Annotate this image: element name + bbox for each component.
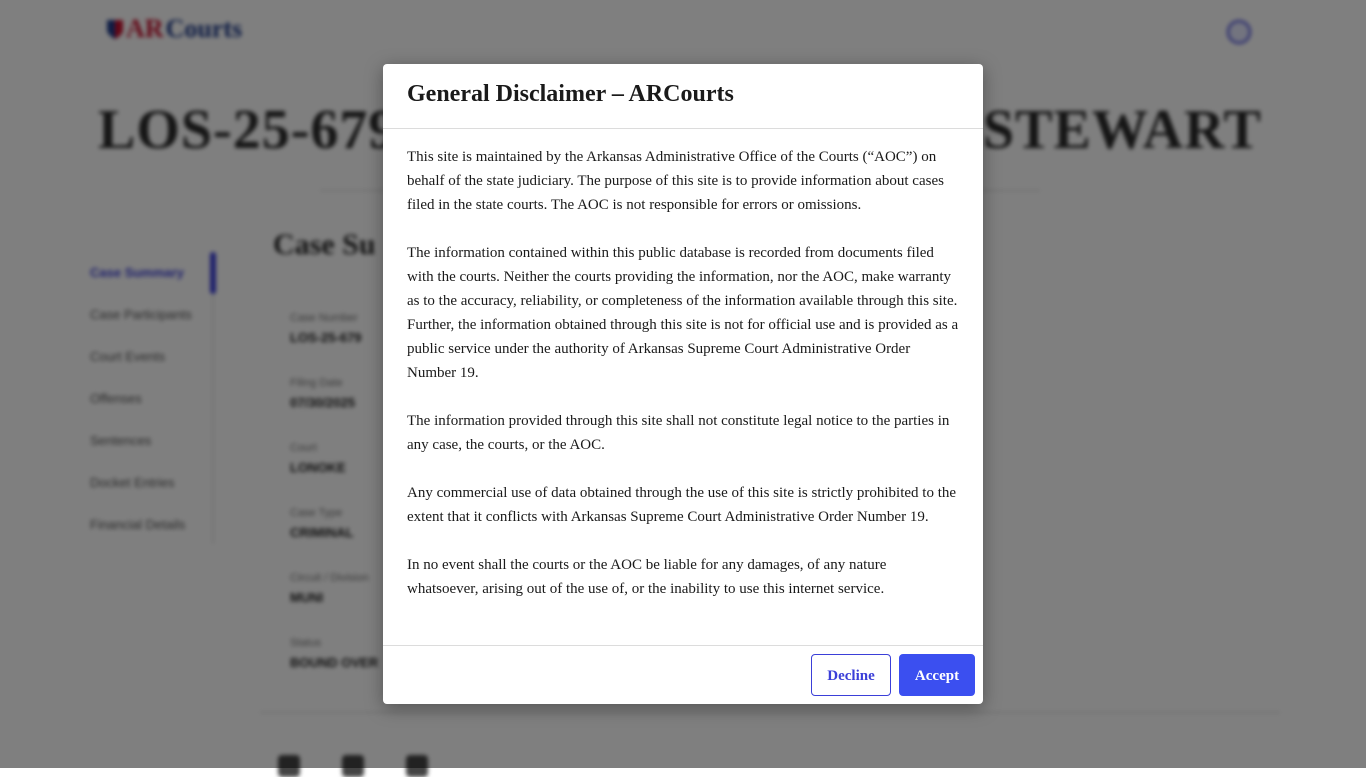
modal-footer xyxy=(383,645,983,704)
disclaimer-paragraph: Any commercial use of data obtained through the use of this site is strictly prohibited to the extent that it conflicts with Arkansas Supreme Court Administrative Order Number 19. xyxy=(407,485,957,525)
decline-button[interactable]: Decline xyxy=(811,654,891,696)
disclaimer-paragraph: This site is maintained by the Arkansas Administrative Office of the Courts (“AOC”) on behalf of the state judiciary. The purpose of this site is to provide information about cases filed in the state courts. The AOC is not responsible for errors or omissions. xyxy=(407,149,944,213)
disclaimer-modal xyxy=(383,64,983,704)
modal-body[interactable] xyxy=(383,129,983,645)
accept-button[interactable]: Accept xyxy=(899,654,975,696)
modal-header xyxy=(383,64,983,129)
modal-title: General Disclaimer – ARCourts xyxy=(407,81,734,107)
disclaimer-paragraph: In no event shall the courts or the AOC be liable for any damages, of any nature whatsoever, arising out of the use of, or the inability to use this internet service. xyxy=(407,557,887,597)
disclaimer-paragraph: The information provided through this site shall not constitute legal notice to the parties in any case, the courts, or the AOC. xyxy=(407,413,950,453)
disclaimer-paragraph: The information contained within this public database is recorded from documents filed with the courts. Neither the courts providing the information, nor the AOC, make warranty as to the accuracy, reliability, or completeness of the information available through this site. Further, the information obtained through this site is not for official use and is provided as a public service under the authority of Arkansas Supreme Court Administrative Order Number 19. xyxy=(407,245,959,381)
